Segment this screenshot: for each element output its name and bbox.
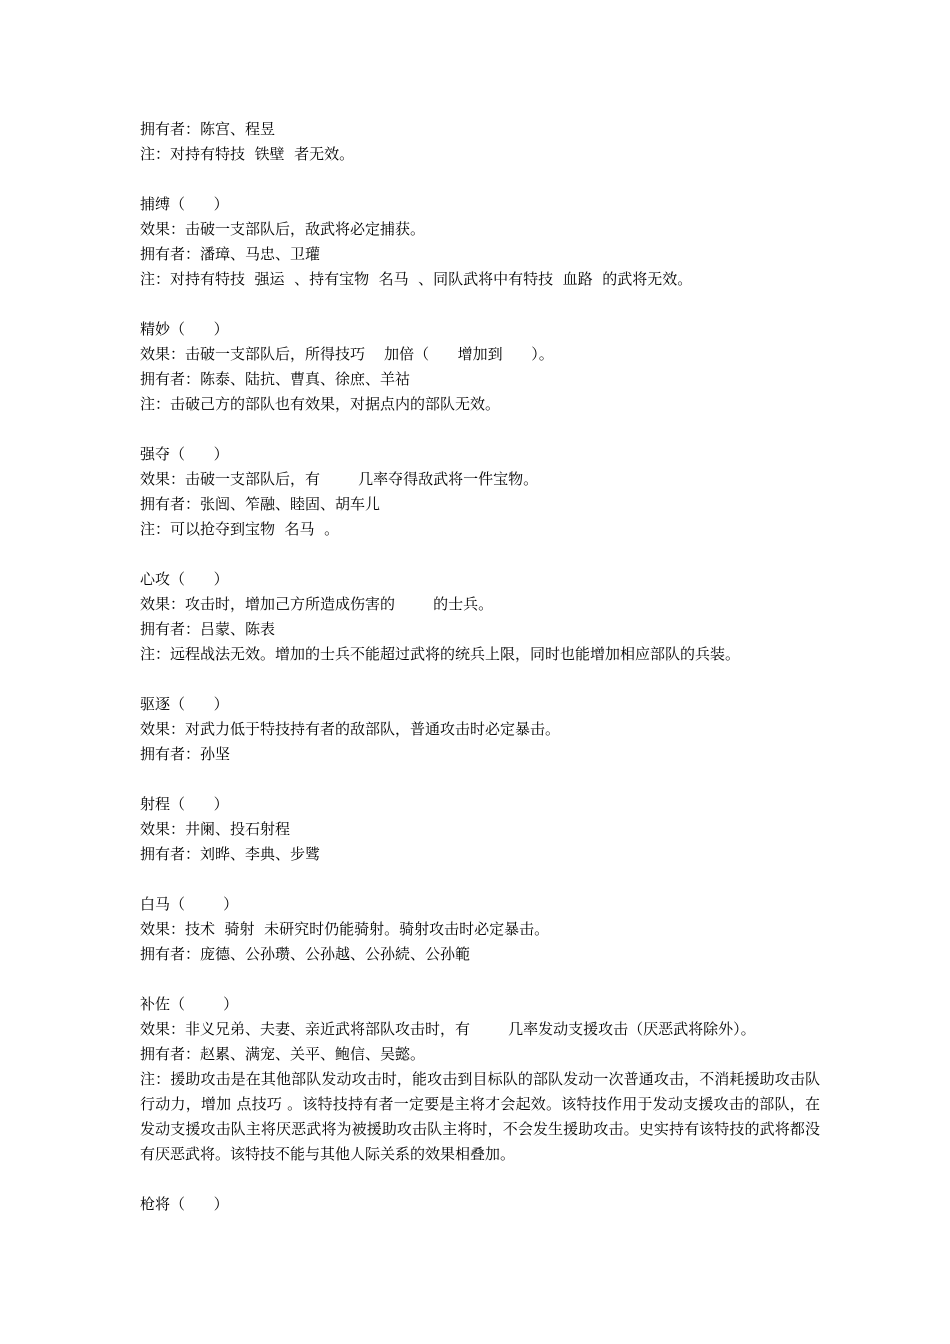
skill-owners: 拥有者：刘晔、李典、步骘	[140, 845, 321, 863]
skill-title: 驱逐（ ）	[140, 695, 229, 713]
spacer	[140, 417, 820, 442]
skill-title: 枪将（ ）	[140, 1195, 229, 1213]
spacer	[140, 542, 820, 567]
skill-title: 强夺（ ）	[140, 445, 229, 463]
skill-effect: 效果：对武力低于特技持有者的敌部队，普通攻击时必定暴击。	[140, 720, 561, 738]
skill-effect: 效果：攻击时，增加己方所造成伤害的 的士兵。	[140, 595, 494, 613]
skill-owners: 拥有者：庞德、公孙瓒、公孙越、公孙続、公孙範	[140, 945, 471, 963]
skill-effect: 效果：井阑、投石射程	[140, 820, 291, 838]
spacer	[140, 292, 820, 317]
skill-owners: 拥有者：潘璋、马忠、卫瓘	[140, 245, 321, 263]
intro-owners: 拥有者：陈宫、程昱	[140, 120, 276, 138]
spacer	[140, 167, 820, 192]
skill-owners: 拥有者：张闿、笮融、睦固、胡车儿	[140, 495, 381, 513]
spacer	[140, 667, 820, 692]
spacer	[140, 767, 820, 792]
document-page	[140, 117, 820, 1217]
skill-effect: 效果：击破一支部队后，敌武将必定捕获。	[140, 220, 426, 238]
skill-title: 射程（ ）	[140, 795, 229, 813]
skill-title: 捕缚（ ）	[140, 195, 229, 213]
skill-note: 注：可以抢夺到宝物 名马 。	[140, 520, 340, 538]
skill-note-paragraph: 注：援助攻击是在其他部队发动攻击时，能攻击到目标队的部队发动一次普通攻击，不消耗援助攻击队行动力，增加 点技巧 。该特技持有者一定要是主将才会起效。该特技作用于发动支援攻击的部队，在发动支援攻击队主将厌恶武将为被援助攻击队主将时，不会发生援助攻击。史实持有该特技的武将都没有厌恶武将。该特技不能与其他人际关系的效果相叠加。	[140, 1070, 820, 1163]
skill-effect: 效果：非义兄弟、夫妻、亲近武将部队攻击时，有 几率发动支援攻击（厌恶武将除外）。	[140, 1020, 756, 1038]
intro-note: 注：对持有特技 铁壁 者无效。	[140, 145, 355, 163]
skill-note: 注：击破己方的部队也有效果，对据点内的部队无效。	[140, 395, 501, 413]
skill-note: 注：对持有特技 强运 、持有宝物 名马 、同队武将中有特技 血路 的武将无效。	[140, 270, 693, 288]
spacer	[140, 867, 820, 892]
skill-owners: 拥有者：赵累、满宠、关平、鲍信、吴懿。	[140, 1045, 426, 1063]
spacer	[140, 1167, 820, 1192]
skill-title: 心攻（ ）	[140, 570, 229, 588]
skill-title: 补佐（ ）	[140, 995, 239, 1013]
skill-title: 白马（ ）	[140, 895, 239, 913]
skill-effect: 效果：击破一支部队后，所得技巧 加倍（ 增加到 ）。	[140, 345, 554, 363]
spacer	[140, 967, 820, 992]
skill-note: 注：远程战法无效。增加的士兵不能超过武将的统兵上限，同时也能增加相应部队的兵装。	[140, 645, 741, 663]
skill-owners: 拥有者：孙坚	[140, 745, 231, 763]
skill-owners: 拥有者：吕蒙、陈表	[140, 620, 276, 638]
skill-owners: 拥有者：陈泰、陆抗、曹真、徐庶、羊祜	[140, 370, 411, 388]
skill-effect: 效果：击破一支部队后，有 几率夺得敌武将一件宝物。	[140, 470, 539, 488]
skill-title: 精妙（ ）	[140, 320, 229, 338]
skill-effect: 效果：技术 骑射 未研究时仍能骑射。骑射攻击时必定暴击。	[140, 920, 550, 938]
